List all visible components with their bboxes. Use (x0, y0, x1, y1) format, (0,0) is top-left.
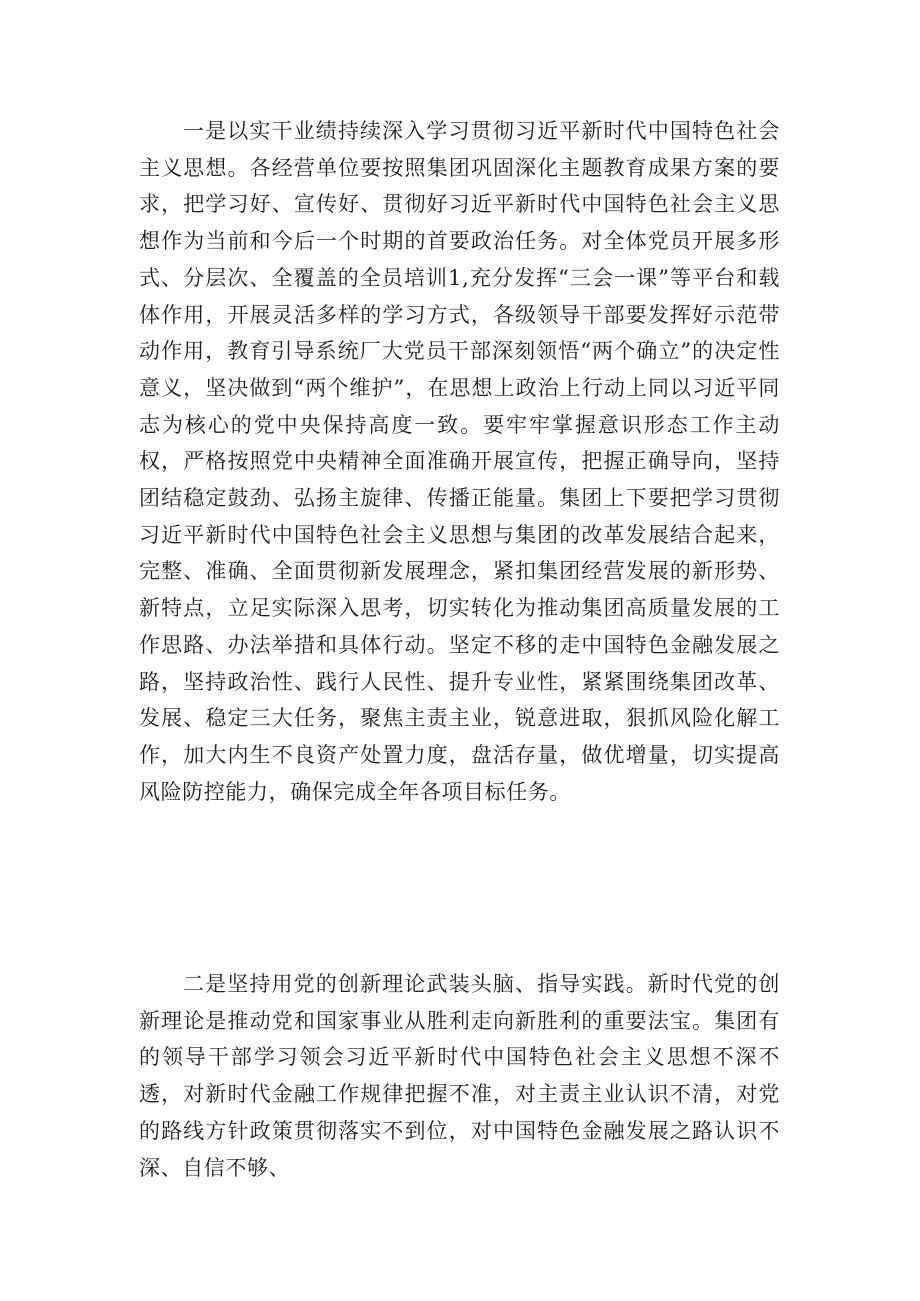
body-paragraph-2: 二是坚持用党的创新理论武装头脑、指导实践。新时代党的创新理论是推动党和国家事业从胜利走向新胜利的重要法宝。集团有的领导干部学习领会习近平新时代中国特色社会主义思想不深不透，对新时代金融工作规律把握不准，对主责主业认识不清，对党的路线方针政策贯彻落实不到位，对中国特色金融发展之路认识不深、自信不够、 (139, 972, 780, 1180)
body-paragraph-1: 一是以实干业绩持续深入学习贯彻习近平新时代中国特色社会主义思想。各经营单位要按照集团巩固深化主题教育成果方案的要求，把学习好、宣传好、贯彻好习近平新时代中国特色社会主义思想作为当前和今后一个时期的首要政治任务。对全体党员开展多形式、分层次、全覆盖的全员培训1,充分发挥“三会一课”等平台和载体作用，开展灵活多样的学习方式，各级领导干部要发挥好示范带动作用，教育引导系统厂大党员干部深刻领悟“两个确立”的决定性意义，坚决做到“两个维护”，在思想上政治上行动上同以习近平同志为核心的党中央保持高度一致。要牢牢掌握意识形态工作主动权，严格按照党中央精神全面准确开展宣传，把握正确导向，坚持团结稳定鼓劲、弘扬主旋律、传播正能量。集团上下要把学习贯彻习近平新时代中国特色社会主义思想与集团的改革发展结合起来，完整、准确、全面贯彻新发展理念，紧扣集团经营发展的新形势、新特点，立足实际深入思考，切实转化为推动集团高质量发展的工作思路、办法举措和具体行动。坚定不移的走中国特色金融发展之路，坚持政治性、践行人民性、提升专业性，紧紧围绕集团改革、发展、稳定三大任务，聚焦主责主业，锐意进取，狠抓风险化解工作，加大内生不良资产处置力度，盘活存量，做优增量，切实提高风险防控能力，确保完成全年各项目标任务。 (139, 119, 780, 804)
